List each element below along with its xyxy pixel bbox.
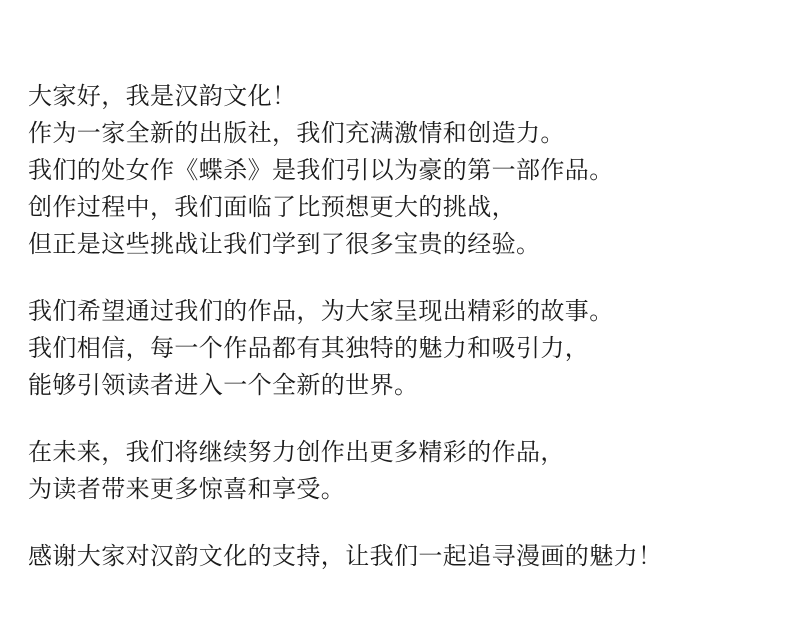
text-line: 为读者带来更多惊喜和享受。 [28, 476, 346, 503]
paragraph [28, 78, 790, 263]
text-line: 能够引领读者进入一个全新的世界。 [28, 372, 419, 399]
text-line: 在未来，我们将继续努力创作出更多精彩的作品， [28, 439, 565, 466]
paragraph [28, 538, 790, 575]
text-line: 我们的处女作《蝶杀》是我们引以为豪的第一部作品。 [28, 157, 614, 184]
text-line: 作为一家全新的出版社，我们充满激情和创造力。 [28, 120, 565, 147]
paragraph [28, 434, 790, 508]
text-line: 大家好，我是汉韵文化！ [28, 83, 297, 110]
text-line: 我们相信，每一个作品都有其独特的魅力和吸引力， [28, 335, 590, 362]
text-line: 我们希望通过我们的作品，为大家呈现出精彩的故事。 [28, 298, 614, 325]
text-line: 创作过程中，我们面临了比预想更大的挑战， [28, 194, 516, 221]
text-line: 但正是这些挑战让我们学到了很多宝贵的经验。 [28, 231, 541, 258]
document-body [28, 78, 790, 575]
paragraph [28, 293, 790, 404]
text-line: 感谢大家对汉韵文化的支持，让我们一起追寻漫画的魅力！ [28, 543, 663, 570]
